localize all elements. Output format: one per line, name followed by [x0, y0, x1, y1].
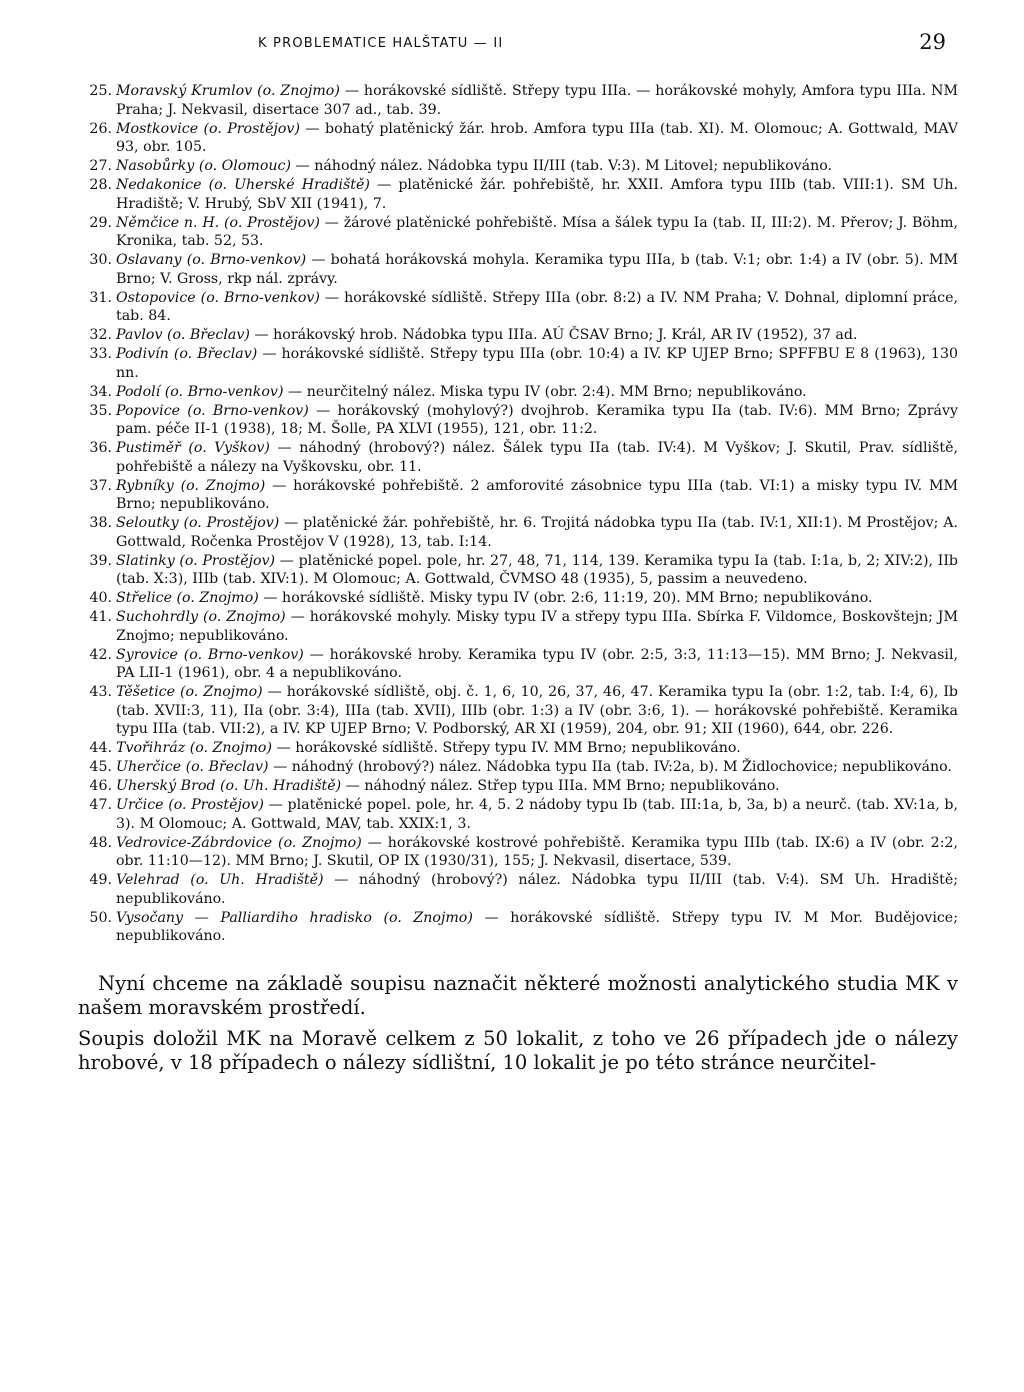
- catalogue-entry: [78, 289, 958, 326]
- entry-number: 25.: [89, 83, 112, 99]
- entry-body: [116, 871, 958, 908]
- catalogue-entry: [78, 383, 958, 402]
- document-page: [78, 30, 958, 1082]
- site-name: Ostopovice (o. Brno-venkov): [116, 289, 320, 306]
- entry-number: 39.: [89, 552, 112, 569]
- entry-body: [116, 683, 958, 739]
- entry-description: — bohatý platěnický žár. hrob. Amfora typu IIIa (tab. XI). M. Olomouc; A. Gottwald, MAV 93, obr. 105.: [116, 120, 959, 155]
- catalogue-entry: [78, 589, 958, 608]
- entry-body: [116, 326, 958, 345]
- site-name: Němčice n. H. (o. Prostějov): [116, 214, 320, 231]
- entry-number: 28.: [89, 177, 112, 193]
- entry-number: 36.: [89, 440, 112, 456]
- site-name: Těšetice (o. Znojmo): [116, 684, 263, 700]
- catalogue-entry: [78, 120, 958, 157]
- site-name: Suchohrdly (o. Znojmo): [116, 609, 286, 625]
- site-name: Moravský Krumlov (o. Znojmo): [116, 83, 340, 99]
- entry-number: 44.: [89, 740, 112, 756]
- entry-description: — horákovské sídliště, obj. č. 1, 6, 10, 26, 37, 46, 47. Keramika typu Ia (obr. 1:2, tab. I:4, 6), Ib (tab. XVII:3, 11), IIa (obr. 3:4), IIIa (tab. XVII), IIIb (obr. 1:3) a IV (obr. 3:6, 1). — horákovské pohřebiště. Keramika typu IIIa (tab. VII:2), a IV. KP UJEP Brno; V. Podborský, AR XI (1959), 204, obr. 91; XII (1960), 644, obr. 226.: [116, 684, 959, 737]
- catalogue-entry: [78, 514, 958, 551]
- catalogue-entry: [78, 402, 958, 439]
- entry-description: — horákovské sídliště. Střepy typu IIIa (obr. 10:4) a IV. KP UJEP Brno; SPFFBU E 8 (1963), 130 nn.: [116, 346, 958, 381]
- catalogue-entry: [78, 777, 958, 796]
- site-name: Tvořihráz (o. Znojmo): [116, 740, 273, 756]
- entry-body: [116, 514, 958, 551]
- entry-number: 42.: [89, 646, 112, 663]
- site-name: Pustiměř (o. Vyškov): [116, 440, 270, 456]
- catalogue-entry: [78, 82, 958, 119]
- entry-description: — náhodný (hrobový?) nález. Nádobka typu IIa (tab. IV:2a, b). M Židlochovice; nepublikováno.: [273, 759, 952, 775]
- site-name: Nasobůrky (o. Olomouc): [116, 158, 291, 174]
- site-name: Seloutky (o. Prostějov): [116, 515, 280, 531]
- entry-body: [116, 739, 958, 758]
- entry-number: 45.: [89, 759, 112, 775]
- catalogue-entry: [78, 739, 958, 758]
- site-name: Uherčice (o. Břeclav): [116, 759, 269, 775]
- entry-body: [116, 909, 958, 946]
- page-number: 29: [919, 30, 946, 54]
- entry-description: — horákovské sídliště. Střepy IIIa (obr. 8:2) a IV. NM Praha; V. Dohnal, diplomní práce, tab. 84.: [116, 289, 958, 324]
- site-name: Střelice (o. Znojmo): [116, 590, 259, 606]
- entry-description: — horákovské sídliště. Misky typu IV (obr. 2:6, 11:19, 20). MM Brno; nepublikováno.: [263, 590, 873, 606]
- entry-description: — platěnické popel. pole, hr. 27, 48, 71, 114, 139. Keramika typu Ia (tab. I:1a, b, 2; XIV:2), IIb (tab. X:3), IIIb (tab. XIV:1). M Olomouc; A. Gottwald, ČVMSO 48 (1935), 5, passim a neuvedeno.: [116, 552, 958, 587]
- catalogue-entry: [78, 477, 958, 514]
- entry-number: 49.: [89, 872, 112, 888]
- entry-description: — bohatá horákovská mohyla. Keramika typu IIIa, b (tab. V:1; obr. 1:4) a IV (obr. 5). MM Brno; V. Gross, rkp nál. zprávy.: [116, 252, 958, 287]
- entry-number: 34.: [89, 383, 112, 400]
- catalogue-entry: [78, 834, 958, 871]
- paragraph: Nyní chceme na základě soupisu naznačit některé možnosti analytického studia MK v našem moravském prostředí.: [78, 971, 958, 1019]
- entry-number: 27.: [89, 158, 112, 174]
- catalogue-entry: [78, 439, 958, 476]
- entry-description: — neurčitelný nález. Miska typu IV (obr. 2:4). MM Brno; nepublikováno.: [288, 383, 807, 400]
- site-name: Určice (o. Prostějov): [116, 797, 264, 813]
- entry-description: — horákovské sídliště. Střepy typu IIIa. — horákovské mohyly, Amfora typu IIIa. NM Praha; J. Nekvasil, disertace 307 ad., tab. 39.: [116, 83, 958, 118]
- site-name: Pavlov (o. Břeclav): [116, 327, 250, 343]
- catalogue-entry: [78, 646, 958, 683]
- entry-body: [116, 589, 958, 608]
- entry-body: [116, 176, 958, 213]
- entry-body: [116, 383, 958, 402]
- entry-body: [116, 552, 958, 589]
- catalogue-entry: [78, 796, 958, 833]
- entry-number: 43.: [89, 684, 112, 700]
- entry-description: — horákovské sídliště. Střepy typu IV. M Mor. Budějovice; nepublikováno.: [116, 909, 958, 944]
- entry-body: [116, 834, 958, 871]
- catalogue-entry: [78, 608, 958, 645]
- entry-description: — horákovské hroby. Keramika typu IV (obr. 2:5, 3:3, 11:13—15). MM Brno; J. Nekvasil, PA LII-1 (1961), obr. 4 a nepublikováno.: [116, 646, 958, 681]
- entry-body: [116, 251, 958, 288]
- entry-number: 40.: [89, 590, 112, 606]
- site-name: Podivín (o. Břeclav): [116, 346, 258, 362]
- site-name: Oslavany (o. Brno-venkov): [116, 252, 307, 268]
- entry-description: — náhodný nález. Nádobka typu II/III (tab. V:3). M Litovel; nepublikováno.: [295, 158, 833, 174]
- site-name: Velehrad (o. Uh. Hradiště): [116, 872, 324, 888]
- catalogue-entry: [78, 871, 958, 908]
- entry-body: [116, 439, 958, 476]
- catalogue-entry: [78, 214, 958, 251]
- entry-description: — horákovský (mohylový?) dvojhrob. Keramika typu IIa (tab. IV:6). MM Brno; Zprávy pam. péče II-1 (1938), 18; M. Šolle, PA XLVI (1955), 121, obr. 11:2.: [116, 402, 959, 437]
- site-name: Vedrovice-Zábrdovice (o. Znojmo): [116, 834, 362, 851]
- entry-number: 37.: [89, 477, 112, 494]
- site-name: Podolí (o. Brno-venkov): [116, 383, 284, 400]
- entry-body: [116, 82, 958, 119]
- site-name: Slatinky (o. Prostějov): [116, 552, 276, 569]
- entry-body: [116, 796, 958, 833]
- entry-number: 47.: [89, 797, 112, 813]
- entry-description: — horákovské kostrové pohřebiště. Keramika typu IIIb (tab. IX:6) a IV (obr. 2:2, obr. 11:10—12). MM Brno; J. Skutil, OP IX (1930/31), 155; J. Nekvasil, disertace, 539.: [116, 834, 959, 869]
- entry-description: — náhodný (hrobový?) nález. Šálek typu IIa (tab. IV:4). M Vyškov; J. Skutil, Prav. sídliště, pohřebiště a nálezy na Vyškovsku, obr. 11.: [116, 440, 958, 475]
- entry-body: [116, 214, 958, 251]
- catalogue-entry: [78, 683, 958, 739]
- entry-body: [116, 345, 958, 382]
- entry-number: 41.: [89, 609, 112, 625]
- entry-body: [116, 157, 958, 176]
- entry-description: — horákovské mohyly. Misky typu IV a střepy typu IIIa. Sbírka F. Vildomce, Boskovštejn; JM Znojmo; nepublikováno.: [116, 609, 959, 644]
- entry-body: [116, 120, 958, 157]
- entry-number: 33.: [89, 346, 112, 362]
- paragraph: Soupis doložil MK na Moravě celkem z 50 lokalit, z toho ve 26 případech jde o nálezy hrobové, v 18 případech o nálezy sídlištní, 10 lokalit je po této stránce neurčitel-: [78, 1026, 958, 1074]
- entry-number: 46.: [89, 778, 112, 794]
- entry-description: — platěnické žár. pohřebiště, hr. 6. Trojitá nádobka typu IIa (tab. IV:1, XII:1). M Prostějov; A. Gottwald, Ročenka Prostějov V (1928), 13, tab. I:14.: [116, 515, 959, 550]
- entry-body: [116, 646, 958, 683]
- site-name: Popovice (o. Brno-venkov): [116, 402, 309, 419]
- site-name: Mostkovice (o. Prostějov): [116, 120, 300, 137]
- running-title: K PROBLEMATICE HALŠTATU — II: [258, 36, 504, 51]
- catalogue-entry: [78, 758, 958, 777]
- entry-body: [116, 402, 958, 439]
- entry-description: — horákovský hrob. Nádobka typu IIIa. AÚ ČSAV Brno; J. Král, AR IV (1952), 37 ad.: [254, 327, 858, 343]
- entry-number: 48.: [89, 834, 112, 851]
- entry-description: — platěnické popel. pole, hr. 4, 5. 2 nádoby typu Ib (tab. III:1a, b, 3a, b) a neurč. (tab. XV:1a, b, 3). M Olomouc; A. Gottwald, MAV, tab. XXIX:1, 3.: [116, 797, 958, 832]
- body-text: [78, 972, 958, 1076]
- catalogue-entry: [78, 176, 958, 213]
- catalogue-entry: [78, 157, 958, 176]
- entry-number: 29.: [89, 214, 112, 231]
- entry-description: — náhodný (hrobový?) nález. Nádobka typu II/III (tab. V:4). SM Uh. Hradiště; nepublikováno.: [116, 872, 958, 907]
- catalogue-entry: [78, 552, 958, 589]
- entry-number: 38.: [89, 515, 112, 531]
- entry-body: [116, 608, 958, 645]
- entry-body: [116, 758, 958, 777]
- site-name: Syrovice (o. Brno-venkov): [116, 646, 304, 663]
- entry-body: [116, 477, 958, 514]
- entry-number: 32.: [89, 327, 112, 343]
- entry-description: — žárové platěnické pohřebiště. Mísa a šálek typu Ia (tab. II, III:2). M. Přerov; J. Böhm, Kronika, tab. 52, 53.: [116, 214, 959, 249]
- site-catalogue-list: [78, 82, 958, 946]
- entry-number: 26.: [89, 120, 112, 137]
- entry-number: 31.: [89, 289, 112, 306]
- entry-number: 50.: [89, 909, 112, 926]
- site-name: Rybníky (o. Znojmo): [116, 477, 266, 494]
- entry-description: — platěnické žár. pohřebiště, hr. XXII. Amfora typu IIIb (tab. VIII:1). SM Uh. Hradiště; V. Hrubý, SbV XII (1941), 7.: [116, 177, 958, 212]
- site-name: Vysočany — Palliardiho hradisko (o. Znojmo): [116, 909, 473, 926]
- site-name: Uherský Brod (o. Uh. Hradiště): [116, 778, 342, 794]
- running-header: [78, 30, 958, 60]
- catalogue-entry: [78, 326, 958, 345]
- entry-body: [116, 777, 958, 796]
- entry-body: [116, 289, 958, 326]
- catalogue-entry: [78, 251, 958, 288]
- catalogue-entry: [78, 345, 958, 382]
- site-name: Nedakonice (o. Uherské Hradiště): [116, 177, 370, 193]
- catalogue-entry: [78, 909, 958, 946]
- entry-number: 35.: [89, 402, 112, 419]
- entry-number: 30.: [89, 252, 112, 268]
- entry-description: — náhodný nález. Střep typu IIIa. MM Brno; nepublikováno.: [345, 778, 780, 794]
- entry-description: — horákovské sídliště. Střepy typu IV. MM Brno; nepublikováno.: [276, 740, 741, 756]
- entry-description: — horákovské pohřebiště. 2 amforovité zásobnice typu IIIa (tab. VI:1) a misky typu IV. MM Brno; nepublikováno.: [116, 477, 959, 512]
